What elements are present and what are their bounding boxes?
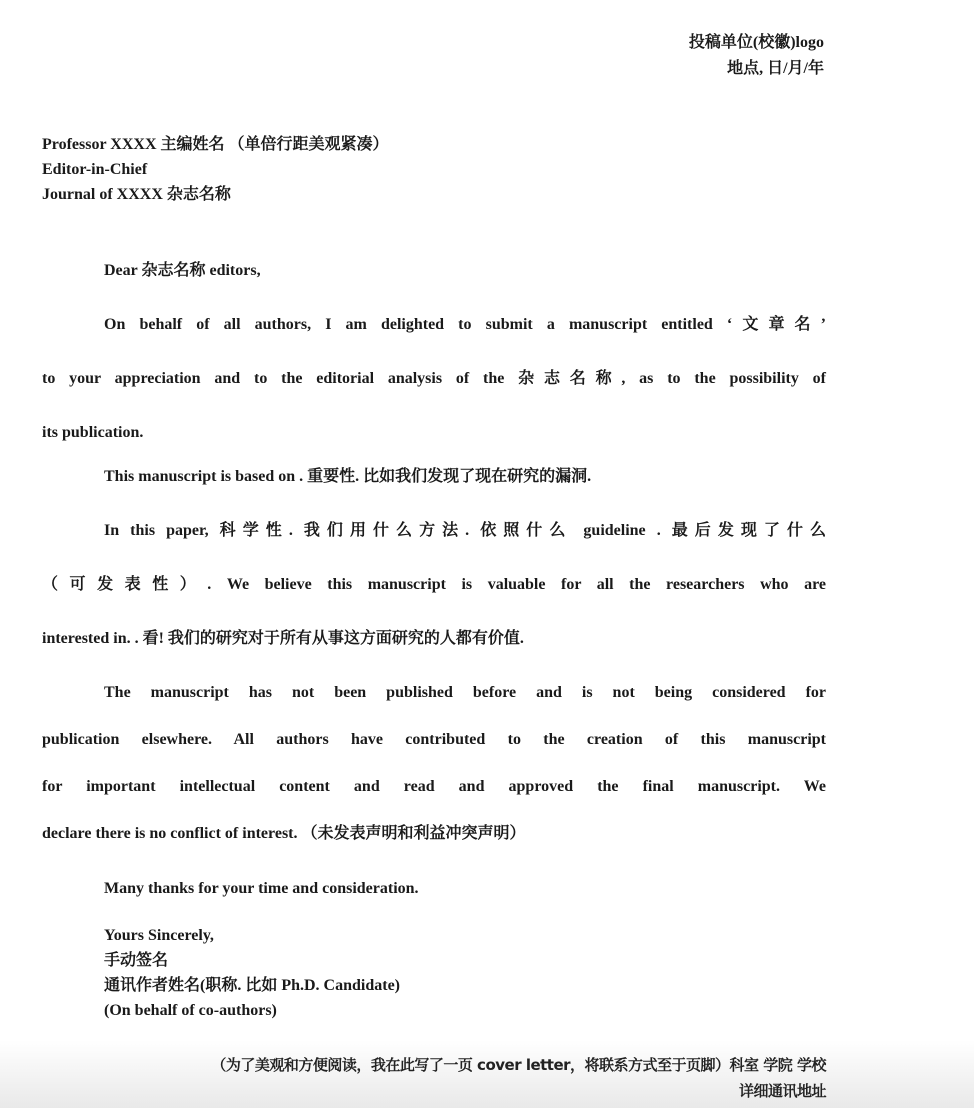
footer-note: （为了美观和方便阅读，我在此写了一页 cover letter，将联系方式至于页脚）科室 学院 学校: [211, 1056, 826, 1074]
closing-thanks: Many thanks for your time and consideration.: [104, 880, 419, 897]
recipient-journal: Journal of XXXX 杂志名称: [42, 186, 231, 203]
paragraph-importance: [42, 462, 826, 492]
paragraph-introduction: [42, 310, 826, 448]
on-behalf-note: (On behalf of co-authors): [104, 1002, 277, 1019]
paragraph-line: for important intellectual content and read and approved the final manuscript. We: [42, 778, 826, 795]
recipient-title: Editor-in-Chief: [42, 161, 148, 178]
recipient-name: Professor XXXX 主编姓名 （单倍行距美观紧凑）: [42, 136, 389, 153]
paragraph-line: （可发表性）. We believe this manuscript is valuable for all the researchers who are: [42, 576, 826, 593]
paragraph-line: interested in. . 看! 我们的研究对于所有从事这方面研究的人都有价值.: [42, 630, 524, 647]
paragraph-line: to your appreciation and to the editorial analysis of the 杂志名称, as to the possibility of: [42, 370, 826, 387]
footer-address: 详细通讯地址: [738, 1082, 826, 1100]
corresponding-author: 通讯作者姓名(职称. 比如 Ph.D. Candidate): [104, 977, 401, 994]
paragraph-line: In this paper, 科学性. 我们用什么方法. 依照什么 guideline . 最后发现了什么: [104, 522, 826, 539]
paragraph-methods-value: [42, 516, 826, 654]
paragraph-declarations: [42, 678, 826, 849]
sign-off: Yours Sincerely,: [104, 927, 214, 944]
letter-footer: [211, 1052, 826, 1104]
paragraph-line: publication elsewhere. All authors have contributed to the creation of this manuscript: [42, 731, 826, 748]
salutation: Dear 杂志名称 editors,: [104, 262, 261, 279]
letter-closing: [104, 876, 419, 1023]
paragraph-line: The manuscript has not been published before and is not being considered for: [104, 684, 826, 701]
recipient-address: [42, 132, 389, 207]
signature-placeholder: 手动签名: [104, 952, 169, 969]
letter-header: [689, 30, 824, 82]
paragraph-line: On behalf of all authors, I am delighted to submit a manuscript entitled ‘文章名’: [104, 316, 826, 333]
paragraph-line: its publication.: [42, 424, 144, 441]
paragraph-line: declare there is no conflict of interest. （未发表声明和利益冲突声明）: [42, 825, 526, 842]
paragraph-line: This manuscript is based on . 重要性. 比如我们发现了现在研究的漏洞.: [104, 468, 592, 485]
institution-logo-placeholder: 投稿单位(校徽)logo: [688, 34, 824, 51]
place-date: 地点, 日/月/年: [727, 60, 824, 77]
